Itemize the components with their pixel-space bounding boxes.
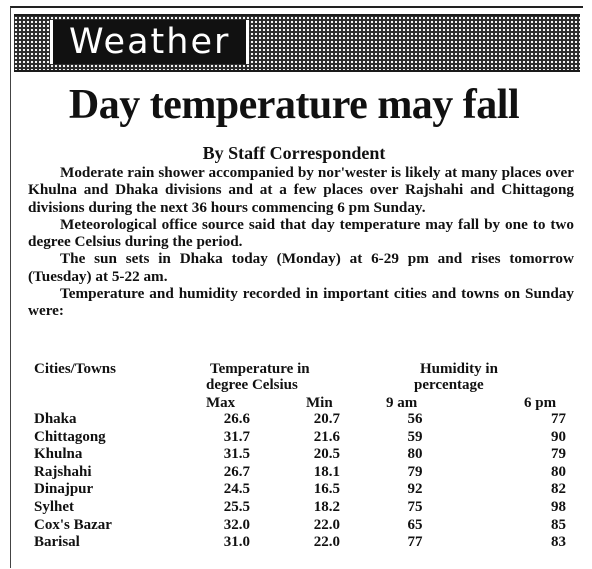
table-row xyxy=(34,480,574,498)
max-temp-cell: 31.7 xyxy=(223,428,250,445)
city-cell: Khulna xyxy=(34,446,83,463)
city-cell: Chittagong xyxy=(34,428,106,445)
table-row xyxy=(34,410,574,428)
min-temp-cell: 18.2 xyxy=(313,498,340,515)
min-temp-cell: 16.5 xyxy=(313,481,340,498)
min-temp-cell: 22.0 xyxy=(313,534,340,551)
min-temp-cell: 22.0 xyxy=(313,516,340,533)
humidity-9am-cell: 80 xyxy=(407,446,423,463)
humidity-6pm-cell: 80 xyxy=(551,463,566,480)
humidity-9am-cell: 79 xyxy=(407,463,423,480)
paragraph: Moderate rain shower accompanied by nor'wester is likely at many places over Khulna and Dhaka divisions and at a few places over Rajshahi and Chittagong divisions during the next 36 hours commencing 6 pm Sunday. xyxy=(28,164,574,216)
section-banner xyxy=(14,14,580,72)
max-temp-cell: 24.5 xyxy=(223,481,250,498)
table-row xyxy=(34,463,574,481)
city-cell: Barisal xyxy=(34,534,80,551)
table-row xyxy=(34,428,574,446)
min-temp-cell: 20.5 xyxy=(313,446,340,463)
col-header-6pm: 6 pm xyxy=(524,395,557,411)
humidity-9am-cell: 75 xyxy=(407,498,423,515)
table-row xyxy=(34,498,574,516)
col-header-temperature: Temperature in xyxy=(210,361,310,377)
humidity-6pm-cell: 85 xyxy=(551,516,566,533)
article-body xyxy=(28,164,574,320)
humidity-6pm-cell: 90 xyxy=(551,428,566,445)
col-header-humidity: Humidity in xyxy=(420,361,498,377)
humidity-9am-cell: 56 xyxy=(407,411,423,427)
city-cell: Dhaka xyxy=(34,411,77,427)
byline: By Staff Correspondent xyxy=(202,143,386,163)
max-temp-cell: 31.0 xyxy=(223,534,250,551)
max-temp-cell: 31.5 xyxy=(223,446,250,463)
col-header-temperature-unit: degree Celsius xyxy=(206,377,298,393)
humidity-6pm-cell: 79 xyxy=(551,446,566,463)
max-temp-cell: 25.5 xyxy=(223,498,250,515)
table-row xyxy=(34,516,574,534)
min-temp-cell: 21.6 xyxy=(313,428,340,445)
col-header-min: Min xyxy=(306,395,333,411)
humidity-6pm-cell: 83 xyxy=(551,534,566,551)
col-header-max: Max xyxy=(206,395,236,411)
city-cell: Dinajpur xyxy=(34,481,94,498)
humidity-9am-cell: 65 xyxy=(407,516,423,533)
max-temp-cell: 26.7 xyxy=(223,463,250,480)
table-row xyxy=(34,533,574,551)
humidity-9am-cell: 92 xyxy=(407,481,423,498)
table-body xyxy=(34,410,574,551)
city-cell: Sylhet xyxy=(34,498,75,515)
table-row xyxy=(34,445,574,463)
headline: Day temperature may fall xyxy=(68,82,520,128)
min-temp-cell: 20.7 xyxy=(313,411,340,427)
col-header-city: Cities/Towns xyxy=(34,361,116,377)
paragraph: Temperature and humidity recorded in important cities and towns on Sunday were: xyxy=(28,285,574,320)
col-header-humidity-unit: percentage xyxy=(414,377,484,393)
min-temp-cell: 18.1 xyxy=(313,463,340,480)
city-cell: Rajshahi xyxy=(34,463,92,480)
max-temp-cell: 26.6 xyxy=(223,411,250,427)
max-temp-cell: 32.0 xyxy=(223,516,250,533)
paragraph: The sun sets in Dhaka today (Monday) at 6-29 pm and rises tomorrow (Tuesday) at 5-22 am. xyxy=(28,250,574,285)
humidity-6pm-cell: 82 xyxy=(551,481,566,498)
paragraph: Meteorological office source said that day temperature may fall by one to two degree Celsius during the period. xyxy=(28,215,574,251)
humidity-9am-cell: 59 xyxy=(407,428,423,445)
col-header-9am: 9 am xyxy=(386,395,418,411)
humidity-6pm-cell: 98 xyxy=(551,498,566,515)
humidity-9am-cell: 77 xyxy=(407,534,423,551)
city-cell: Cox's Bazar xyxy=(34,516,112,533)
section-label: Weather xyxy=(50,20,249,64)
humidity-6pm-cell: 77 xyxy=(551,411,566,427)
